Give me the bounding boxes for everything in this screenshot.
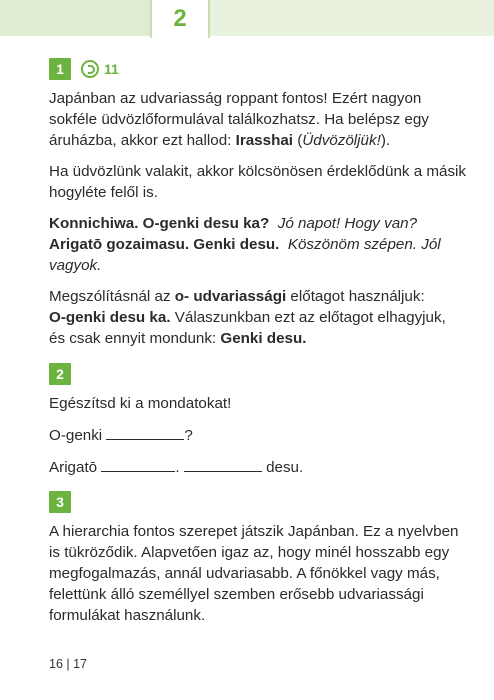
chapter-tab (150, 0, 210, 38)
audio-icon[interactable] (81, 60, 99, 78)
audio-track-number: 11 (104, 60, 119, 77)
dialog-line-2: Arigatō gozaimasu. Genki desu. Köszönöm szépen. Jól vagyok. (49, 236, 441, 274)
section-number-badge: 3 (49, 491, 71, 513)
exercise-line-1: O-genki ? (49, 427, 193, 444)
section-2-header (49, 363, 469, 385)
page-content (49, 58, 469, 636)
chapter-number: 2 (173, 5, 187, 32)
top-header-bar (0, 0, 494, 36)
section-3-paragraph: A hierarchia fontos szerepet játszik Japánban. Ez a nyelvben is tükröződik. Alapvetően igaz az, hogy minél hosszabb egy megfogalmazás, annál udvariasabb. A főnökkel vagy más, felettünk álló személlyel szemben erősebb udvariassági formulákat használunk. (49, 523, 459, 624)
exercise-instruction: Egészítsd ki a mondatokat! (49, 395, 232, 412)
dialog-block (49, 213, 469, 276)
header-right-band (210, 0, 494, 36)
page-numbers: 16 | 17 (49, 657, 88, 671)
blank-field-3[interactable] (184, 459, 262, 472)
section-1-paragraph-1: Japánban az udvariasság roppant fontos! Ezért nagyon sokféle üdvözlőformulával találkozhatsz. Ha belépsz egy áruházba, akkor ezt hallod: Irasshai (Üdvözöljük!). (49, 90, 429, 149)
section-3-header (49, 491, 469, 513)
section-number-badge: 2 (49, 363, 71, 385)
header-left-band (0, 0, 150, 36)
section-number-badge: 1 (49, 58, 71, 80)
exercise-line-2: Arigatō . desu. (49, 459, 304, 476)
section-1-header (49, 58, 469, 80)
section-1-paragraph-2: Ha üdvözlünk valakit, akkor kölcsönösen érdeklődünk a másik hogyléte felől is. (49, 163, 467, 201)
blank-field-2[interactable] (101, 459, 175, 472)
section-1-paragraph-3: Megszólításnál az o- udvariassági előtagot használjuk: O-genki desu ka. Válaszunkban ezt az előtagot elhagyjuk, és csak ennyit mondunk: Genki desu. (49, 288, 446, 347)
dialog-line-1: Konnichiwa. O-genki desu ka? Jó napot! Hogy van? (49, 215, 418, 232)
blank-field-1[interactable] (106, 427, 184, 440)
